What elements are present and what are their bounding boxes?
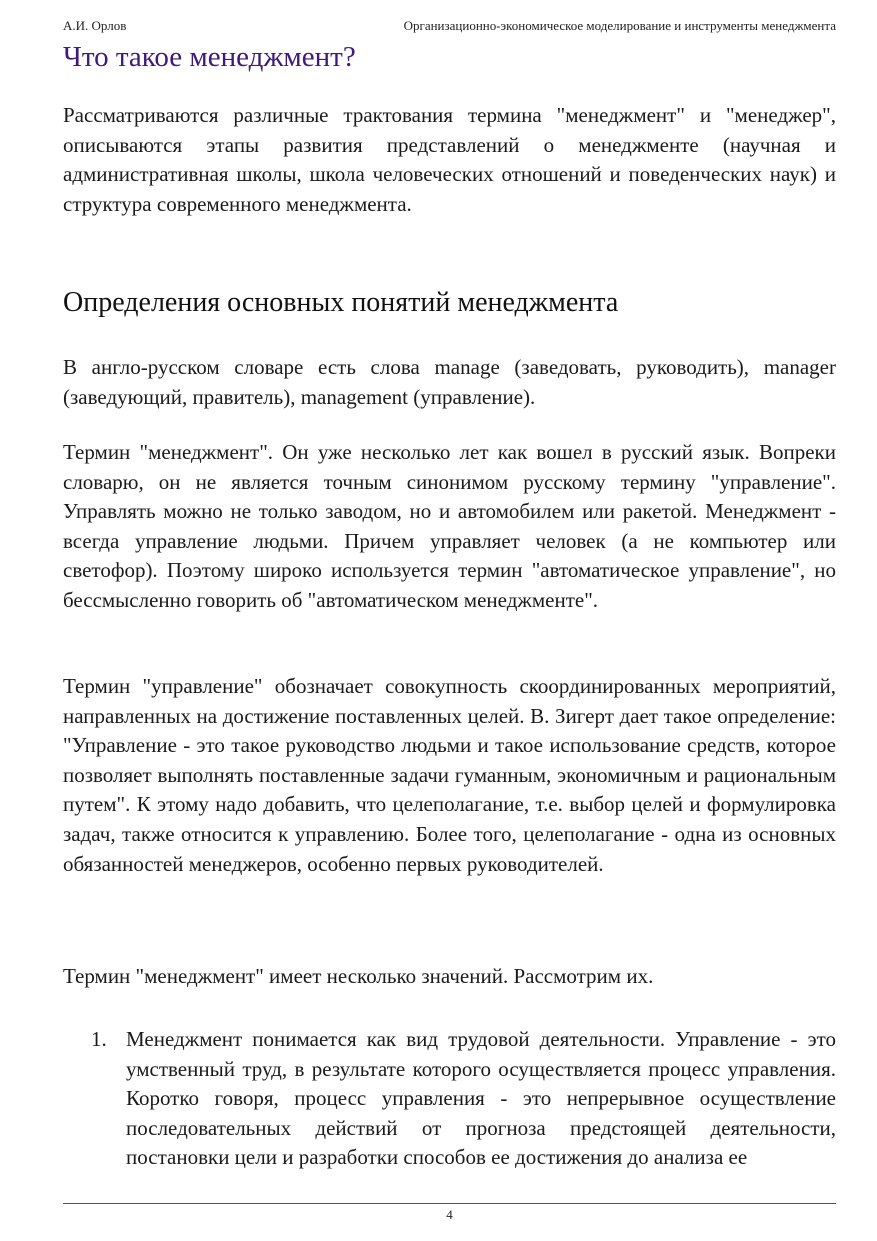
footer-divider <box>63 1203 836 1204</box>
header-book-title: Организационно-экономическое моделирование и инструменты менеджмента <box>403 18 836 33</box>
section-title: Определения основных понятий менеджмента <box>63 287 619 318</box>
list-item-number: 1. <box>91 1027 107 1051</box>
intro-paragraph: Рассматриваются различные трактования термина "менеджмент" и "менеджер", описываются этапы развития представлений о менеджменте (научная и административная школы, школа человеческих отношений и поведенческих наук) и структура современного менеджмента. <box>63 103 836 216</box>
list-item <box>63 1025 836 1173</box>
paragraph-dictionary: В англо-русском словаре есть слова manage (заведовать, руководить), manager (заведующий, правитель), management (управление). <box>63 355 836 409</box>
running-header <box>63 17 836 35</box>
paragraph-term-management: Термин "менеджмент". Он уже несколько лет как вошел в русский язык. Вопреки словарю, он не является точным синонимом русскому термину "управление". Управлять можно не только заводом, но и автомобилем или ракетой. Менеджмент - всегда управление людьми. Причем управляет человек (а не компьютер или светофор). Поэтому широко используется термин "автоматическое управление", но бессмысленно говорить об "автоматическом менеджменте". <box>63 440 836 612</box>
paragraph-meanings-intro: Термин "менеджмент" имеет несколько значений. Рассмотрим их. <box>63 964 654 988</box>
page-title: Что такое менеджмент? <box>63 41 356 73</box>
document-page <box>63 0 836 1241</box>
meanings-list <box>63 1025 836 1203</box>
list-item-text: Менеджмент понимается как вид трудовой деятельности. Управление - это умственный труд, в результате которого осуществляется процесс управления. Коротко говоря, процесс управления - это непрерывное осуществление последовательных действий от прогноза предстоящей деятельности, постановки цели и разработки способов ее достижения до анализа ее <box>126 1027 836 1170</box>
page-number: 4 <box>446 1207 453 1222</box>
header-author: А.И. Орлов <box>63 18 127 33</box>
paragraph-term-upravlenie: Термин "управление" обозначает совокупность скоординированных мероприятий, направленных на достижение поставленных целей. В. Зигерт дает такое определение: "Управление - это такое руководство людьми и такое использование средств, которое позволяет выполнять поставленные задачи гуманным, экономичным и рациональным путем". К этому надо добавить, что целеполагание, т.е. выбор целей и формулировка задач, также относится к управлению. Более того, целеполагание - одна из основных обязанностей менеджеров, особенно первых руководителей. <box>63 674 836 876</box>
